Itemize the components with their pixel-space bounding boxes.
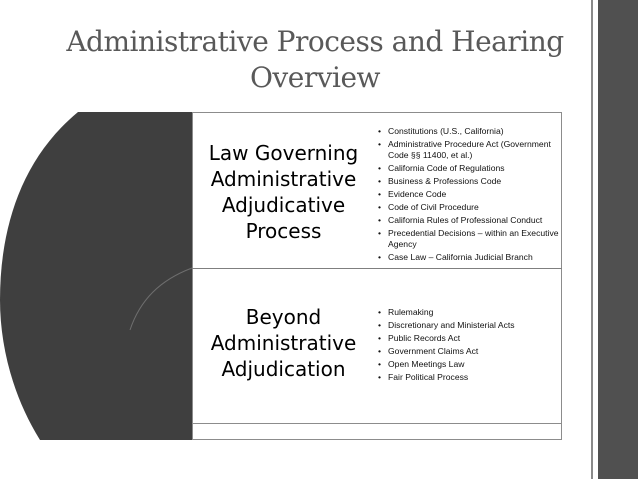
- list-item: • Business & Professions Code: [378, 176, 568, 187]
- row2-heading-line: Adjudication: [221, 357, 346, 381]
- list-item: • Code of Civil Procedure: [378, 202, 568, 213]
- row2-heading-line: Beyond: [245, 305, 322, 329]
- row1-heading-line: Law Governing: [208, 141, 359, 165]
- list-item: • Case Law – California Judicial Branch: [378, 252, 568, 263]
- row-divider: [192, 268, 562, 269]
- row1-heading-line: Adjudicative: [221, 193, 346, 217]
- row1-heading: [196, 140, 371, 244]
- list-item: • California Code of Regulations: [378, 163, 568, 174]
- list-item: • Government Claims Act: [378, 346, 568, 357]
- row2-bullet-list: [378, 307, 568, 384]
- list-item: • Public Records Act: [378, 333, 568, 344]
- list-item: • Administrative Procedure Act (Government Code §§ 11400, et al.): [378, 139, 568, 162]
- list-item: • Evidence Code: [378, 189, 568, 200]
- row1-heading-line: Administrative: [210, 167, 357, 191]
- list-item: • Discretionary and Ministerial Acts: [378, 320, 568, 331]
- list-item: • California Rules of Professional Conduct: [378, 215, 568, 226]
- row2-heading-line: Administrative: [210, 331, 357, 355]
- list-item: • Open Meetings Law: [378, 359, 568, 370]
- row1-bullet-list: [378, 126, 568, 265]
- list-item: • Rulemaking: [378, 307, 568, 318]
- title-line-2: Overview: [249, 61, 381, 94]
- row2-heading: [196, 304, 371, 382]
- row1-heading-line: Process: [245, 219, 322, 243]
- bottom-rule: [192, 423, 562, 424]
- list-item: • Constitutions (U.S., California): [378, 126, 568, 137]
- title-line-1: Administrative Process and Hearing: [66, 25, 564, 58]
- list-item: • Fair Political Process: [378, 372, 568, 383]
- list-item: • Precedential Decisions – within an Executive Agency: [378, 228, 568, 251]
